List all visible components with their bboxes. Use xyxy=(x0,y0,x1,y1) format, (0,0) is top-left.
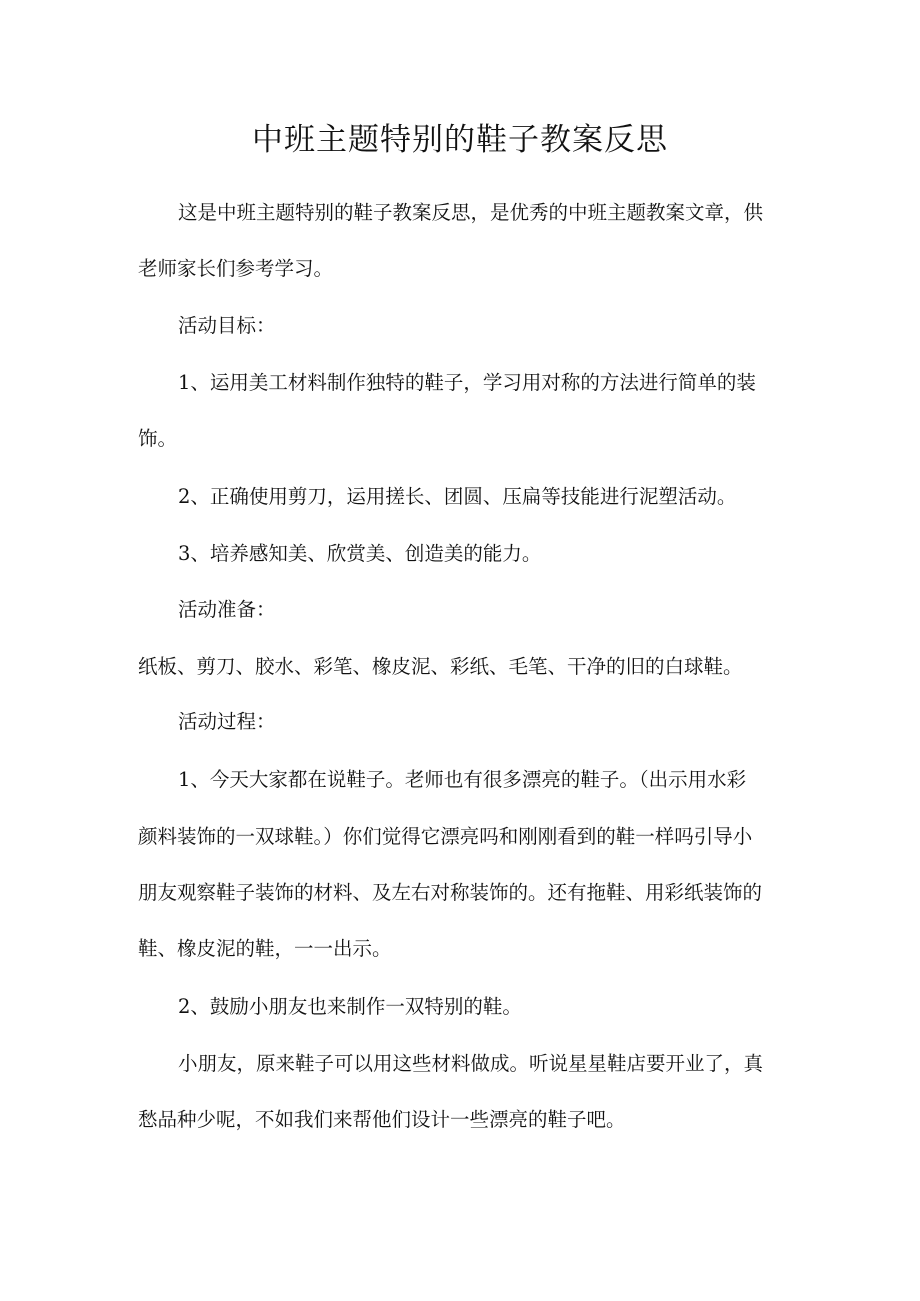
intro-line-1: 这是中班主题特别的鞋子教案反思，是优秀的中班主题教案文章，供 xyxy=(178,201,764,224)
process-heading: 活动过程： xyxy=(178,710,276,733)
document-title: 中班主题特别的鞋子教案反思 xyxy=(252,122,668,158)
goals-heading: 活动目标： xyxy=(178,314,276,337)
step-1-line-4: 鞋、橡皮泥的鞋，一一出示。 xyxy=(138,937,392,960)
intro-line-2: 老师家长们参考学习。 xyxy=(138,257,334,280)
goal-3: 3、培养感知美、欣赏美、创造美的能力。 xyxy=(178,542,542,565)
prep-items: 纸板、剪刀、胶水、彩笔、橡皮泥、彩纸、毛笔、干净的旧的白球鞋。 xyxy=(138,655,743,678)
goal-1-line-1: 1、运用美工材料制作独特的鞋子，学习用对称的方法进行简单的装 xyxy=(178,371,756,394)
step-1-line-3: 朋友观察鞋子装饰的材料、及左右对称装饰的。还有拖鞋、用彩纸装饰的 xyxy=(138,881,763,904)
prep-heading: 活动准备： xyxy=(178,598,276,621)
step-1-line-1: 1、今天大家都在说鞋子。老师也有很多漂亮的鞋子。（出示用水彩 xyxy=(178,768,747,791)
step-2: 2、鼓励小朋友也来制作一双特别的鞋。 xyxy=(178,995,522,1018)
step-2-detail-line-2: 愁品种少呢，不如我们来帮他们设计一些漂亮的鞋子吧。 xyxy=(138,1108,626,1131)
step-2-detail-line-1: 小朋友，原来鞋子可以用这些材料做成。听说星星鞋店要开业了，真 xyxy=(178,1052,764,1075)
goal-1-line-2: 饰。 xyxy=(138,427,178,450)
step-1-line-2: 颜料装饰的一双球鞋。）你们觉得它漂亮吗和刚刚看到的鞋一样吗引导小 xyxy=(138,825,753,848)
goal-2: 2、正确使用剪刀，运用搓长、团圆、压扁等技能进行泥塑活动。 xyxy=(178,485,737,508)
